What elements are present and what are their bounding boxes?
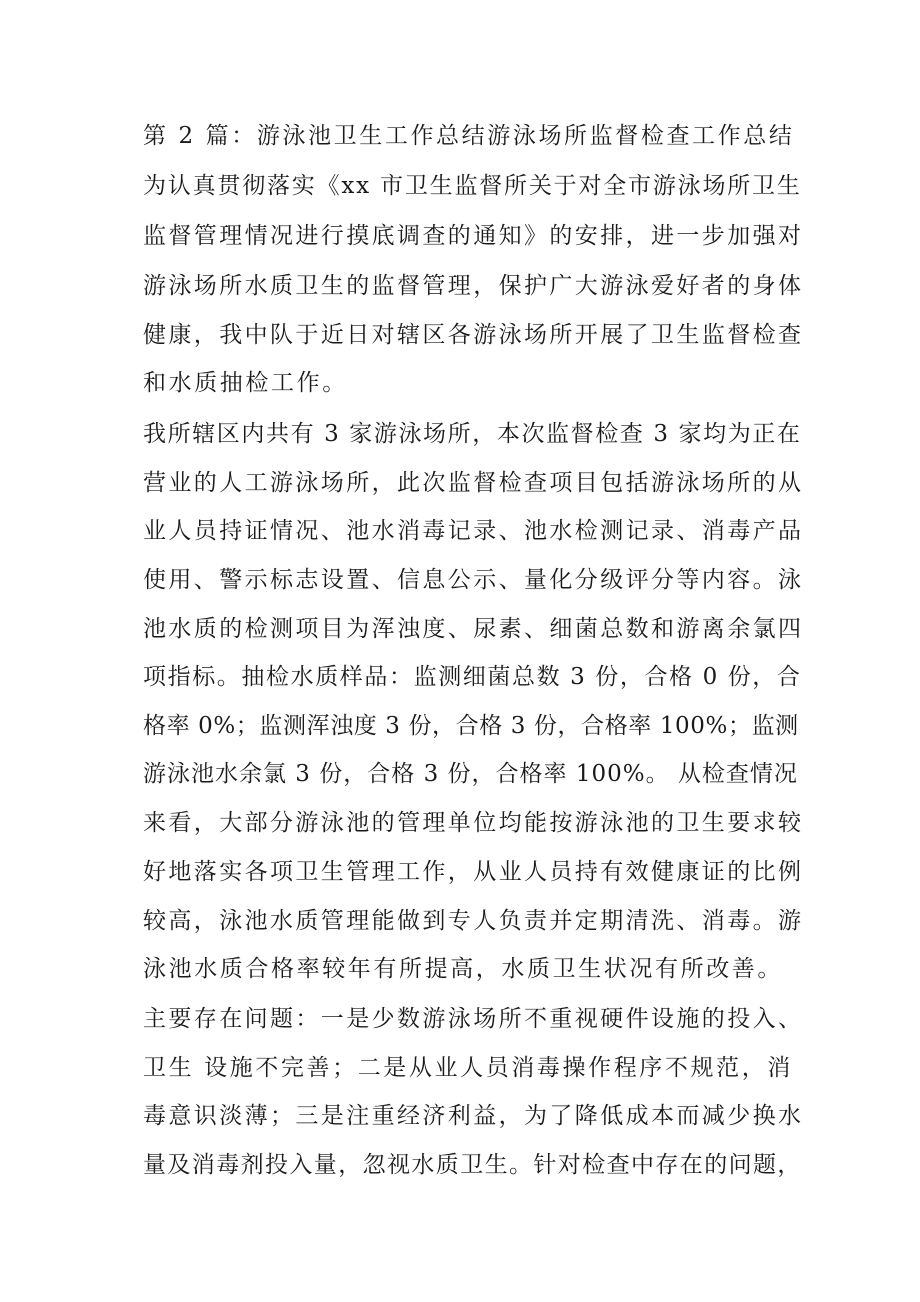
- paragraph-line: 好地落实各项卫生管理工作，从业人员持有效健康证的比例: [143, 859, 804, 885]
- paragraph-line: 较高，泳池水质管理能做到专人负责并定期清洗、消毒。游: [143, 908, 804, 934]
- paragraph-line: 业人员持证情况、池水消毒记录、池水检测记录、消毒产品: [143, 518, 804, 544]
- paragraph-line: 营业的人工游泳场所，此次监督检查项目包括游泳场所的从: [143, 470, 804, 496]
- paragraph-line: 项指标。抽检水质样品：监测细菌总数 3 份，合格 0 份，合: [143, 664, 802, 690]
- paragraph-line: 游泳池水余氯 3 份，合格 3 份，合格率 100%。 从检查情况: [143, 761, 798, 787]
- paragraph-line: 监督管理情况进行摸底调查的通知》的安排，进一步加强对: [143, 223, 804, 249]
- paragraph-line: 为认真贯彻落实《xx 市卫生监督所关于对全市游泳场所卫生: [143, 173, 802, 199]
- paragraph-heading-line: 第 2 篇：游泳池卫生工作总结游泳场所监督检查工作总结: [143, 123, 795, 149]
- paragraph-line: 格率 0%；监测浑浊度 3 份，合格 3 份，合格率 100%；监测: [143, 713, 799, 739]
- paragraph-line: 和水质抽检工作。: [143, 370, 348, 396]
- paragraph-line: 健康，我中队于近日对辖区各游泳场所开展了卫生监督检查: [143, 322, 804, 348]
- paragraph-line: 主要存在问题：一是少数游泳场所不重视硬件设施的投入、: [143, 1006, 804, 1032]
- paragraph-line: 我所辖区内共有 3 家游泳场所，本次监督检查 3 家均为正在: [143, 421, 802, 447]
- paragraph-line: 毒意识淡薄；三是注重经济利益，为了降低成本而减少换水: [143, 1103, 804, 1129]
- paragraph-line: 来看，大部分游泳池的管理单位均能按游泳池的卫生要求较: [143, 810, 804, 836]
- paragraph-line: 使用、警示标志设置、信息公示、量化分级评分等内容。泳: [143, 567, 804, 593]
- paragraph-line: 卫生 设施不完善；二是从业人员消毒操作程序不规范，消: [143, 1055, 793, 1081]
- paragraph-line: 游泳场所水质卫生的监督管理，保护广大游泳爱好者的身体: [143, 273, 804, 299]
- paragraph-line: 泳池水质合格率较年有所提高，水质卫生状况有所改善。: [143, 956, 783, 982]
- paragraph-line: 池水质的检测项目为浑浊度、尿素、细菌总数和游离余氯四: [143, 616, 804, 642]
- paragraph-line: 量及消毒剂投入量，忽视水质卫生。针对检查中存在的问题，: [143, 1152, 802, 1178]
